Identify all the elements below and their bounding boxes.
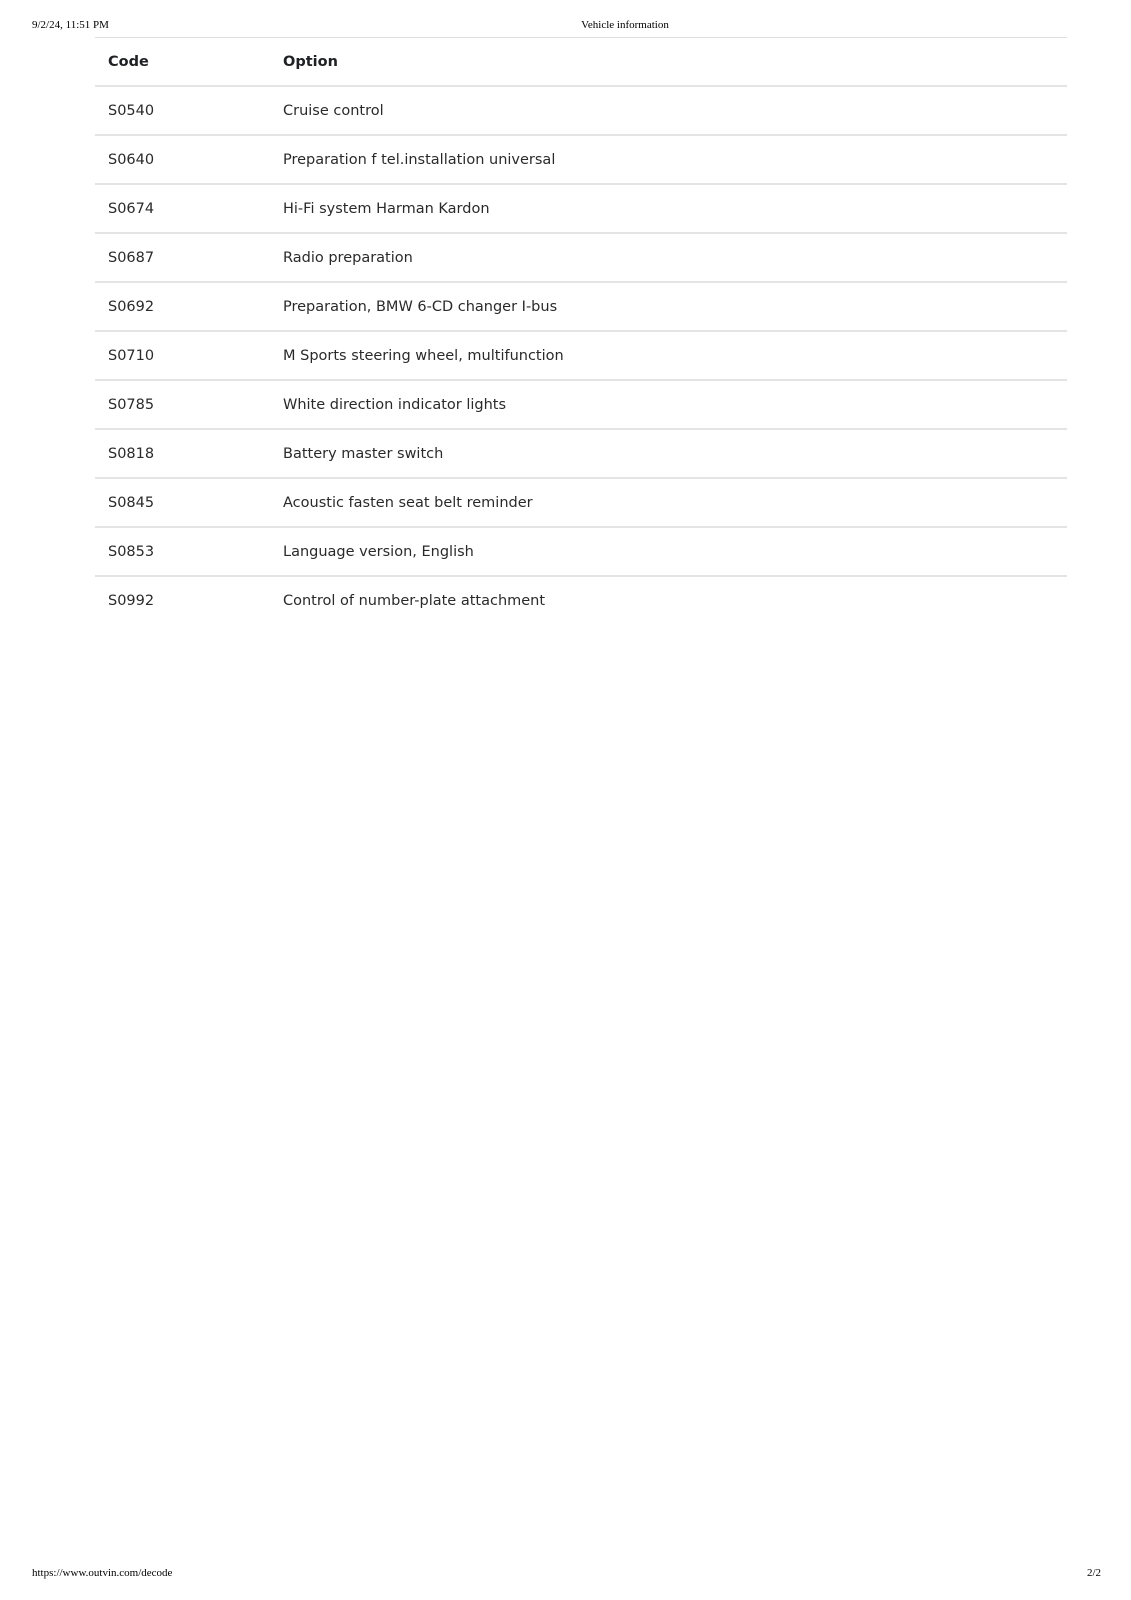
option-description: White direction indicator lights bbox=[283, 396, 507, 413]
option-description: Hi-Fi system Harman Kardon bbox=[283, 200, 490, 217]
option-code: S0687 bbox=[108, 249, 155, 266]
table-row bbox=[95, 577, 1067, 624]
vehicle-options-table bbox=[95, 37, 1067, 624]
option-code: S0692 bbox=[108, 298, 155, 315]
table-row bbox=[95, 332, 1067, 381]
table-row bbox=[95, 528, 1067, 577]
option-code: S0992 bbox=[108, 592, 155, 609]
option-code: S0710 bbox=[108, 347, 155, 364]
column-header-code: Code bbox=[108, 53, 149, 70]
print-url: https://www.outvin.com/decode bbox=[32, 1567, 173, 1579]
option-description: Radio preparation bbox=[283, 249, 413, 266]
option-description: Cruise control bbox=[283, 102, 384, 119]
option-code: S0674 bbox=[108, 200, 155, 217]
table-row bbox=[95, 283, 1067, 332]
print-datetime: 9/2/24, 11:51 PM bbox=[32, 19, 109, 31]
option-code: S0845 bbox=[108, 494, 155, 511]
table-header-row bbox=[95, 38, 1067, 87]
table-row bbox=[95, 430, 1067, 479]
option-code: S0785 bbox=[108, 396, 155, 413]
option-description: Battery master switch bbox=[283, 445, 444, 462]
option-code: S0540 bbox=[108, 102, 155, 119]
table-row bbox=[95, 136, 1067, 185]
table-row bbox=[95, 234, 1067, 283]
option-description: Language version, English bbox=[283, 543, 474, 560]
table-row bbox=[95, 479, 1067, 528]
table-row bbox=[95, 87, 1067, 136]
option-description: Acoustic fasten seat belt reminder bbox=[283, 494, 533, 511]
table-row bbox=[95, 185, 1067, 234]
option-code: S0640 bbox=[108, 151, 155, 168]
option-description: Preparation, BMW 6-CD changer I-bus bbox=[283, 298, 558, 315]
option-description: Control of number-plate attachment bbox=[283, 592, 546, 609]
option-code: S0853 bbox=[108, 543, 155, 560]
column-header-option: Option bbox=[283, 53, 338, 70]
option-code: S0818 bbox=[108, 445, 155, 462]
print-title: Vehicle information bbox=[581, 19, 669, 31]
table-row bbox=[95, 381, 1067, 430]
print-page-number: 2/2 bbox=[1086, 1567, 1101, 1579]
option-description: M Sports steering wheel, multifunction bbox=[283, 347, 564, 364]
option-description: Preparation f tel.installation universal bbox=[283, 151, 556, 168]
